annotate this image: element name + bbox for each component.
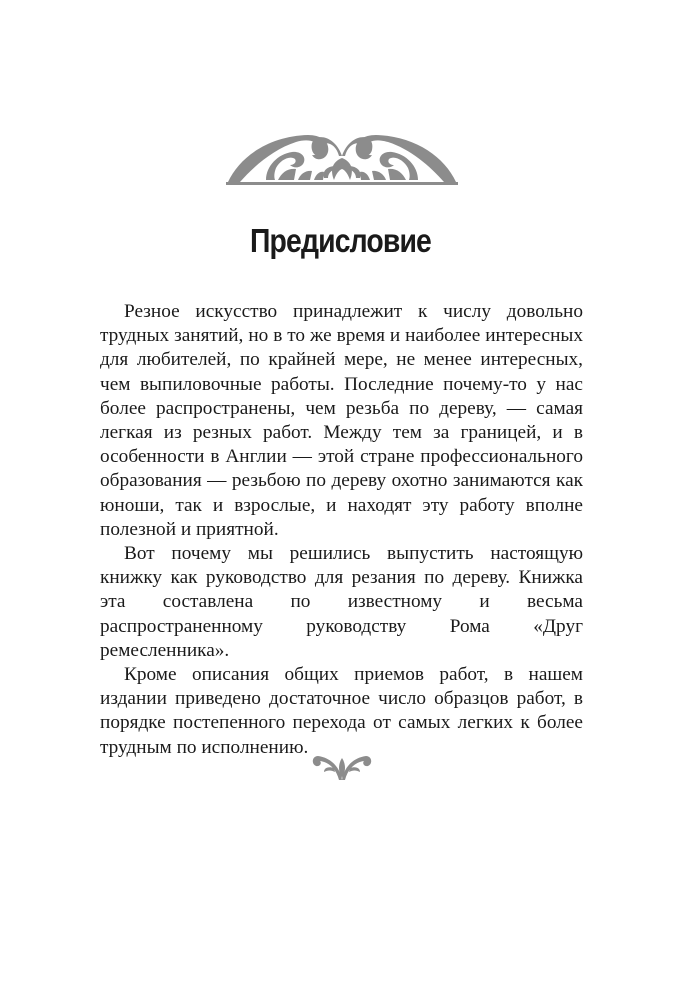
preface-text bbox=[100, 300, 583, 760]
paragraph: Вот почему мы решились выпустить настоящую книжку как руководство для резания по дереву. Книжка эта составлена по известному и весьма распространенному руководству Рома «Друг ремесленника». bbox=[100, 543, 583, 661]
paragraph: Кроме описания общих приемов работ, в нашем издании приведено достаточное число образцов работ, в порядке постепенного перехода от самых легких к более трудным по исполнению. bbox=[100, 664, 583, 758]
ornament-headpiece-icon bbox=[226, 122, 458, 188]
page-title: Предисловие bbox=[250, 222, 431, 259]
paragraph: Резное искусство принадлежит к числу довольно трудных занятий, но в то же время и наиболее интересных для любителей, по крайней мере, не менее интересных, чем выпиловочные работы. Последние почему-то у нас более распространены, чем резьба по дереву, — самая легкая из резных работ. Между тем за границей, и в особенности в Англии — этой стране профессионального образования — резьбою по дереву охотно занимаются как юноши, так и взрослые, и находят эту работу вполне полезной и приятной. bbox=[100, 301, 583, 540]
ornament-tailpiece-icon bbox=[312, 752, 372, 782]
